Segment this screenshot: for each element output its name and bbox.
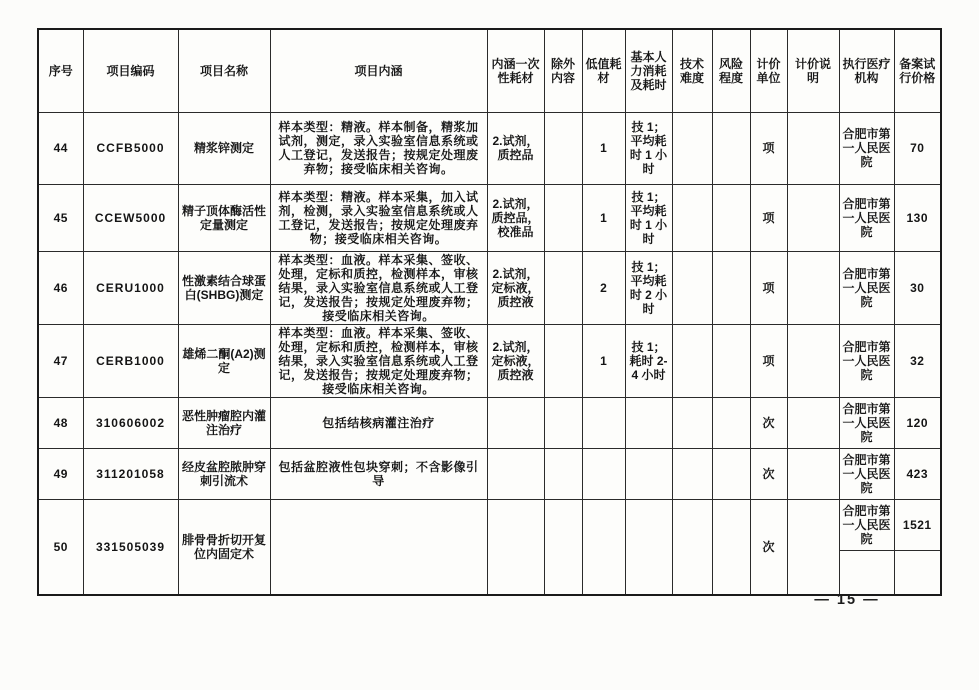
cell-manpower: 技 1；平均耗时 2 小时 [625, 251, 672, 324]
cell-manpower: 技 1；平均耗时 1 小时 [625, 184, 672, 251]
cell-consumables: 2.试剂，定标液，质控液 [487, 324, 544, 397]
header-code: 项目编码 [83, 29, 178, 112]
cell-institution: 合肥市第一人民医院 [839, 324, 894, 397]
cell-exclusions [544, 184, 582, 251]
cell-price: 423 [894, 448, 941, 499]
cell-pricing-note [787, 112, 839, 184]
cell-content: 样本类型：血液。样本采集、签收、处理，定标和质控，检测样本，审核结果，录入实验室信息系统或人工登记，发送报告；按规定处理废弃物；接受临床相关咨询。 [270, 251, 487, 324]
cell-exclusions [544, 499, 582, 595]
cell-institution: 合肥市第一人民医院 [839, 397, 894, 448]
cell-pricing-note [787, 251, 839, 324]
cell-low-value [582, 448, 625, 499]
header-consumables: 内涵一次性耗材 [487, 29, 544, 112]
cell-content: 样本类型：精液。样本制备，精浆加试剂，测定，录入实验室信息系统或人工登记，发送报告；按规定处理废弃物；接受临床相关咨询。 [270, 112, 487, 184]
cell-pricing-note [787, 324, 839, 397]
cell-seq: 45 [38, 184, 83, 251]
cell-name: 经皮盆腔脓肿穿刺引流术 [178, 448, 270, 499]
cell-institution: 合肥市第一人民医院 [839, 112, 894, 184]
cell-exclusions [544, 324, 582, 397]
header-pricing-note: 计价说明 [787, 29, 839, 112]
cell-exclusions [544, 448, 582, 499]
cell-manpower [625, 499, 672, 595]
header-seq: 序号 [38, 29, 83, 112]
cell-content: 样本类型：精液。样本采集，加入试剂，检测，录入实验室信息系统或人工登记，发送报告；按规定处理废弃物；接受临床相关咨询。 [270, 184, 487, 251]
cell-seq: 50 [38, 499, 83, 595]
cell-name: 雄烯二酮(A2)测定 [178, 324, 270, 397]
header-difficulty: 技术难度 [672, 29, 712, 112]
header-exclusions: 除外内容 [544, 29, 582, 112]
cell-price: 120 [894, 397, 941, 448]
cell-unit: 项 [750, 184, 787, 251]
cell-unit: 次 [750, 499, 787, 595]
header-institution: 执行医疗机构 [839, 29, 894, 112]
cell-content: 样本类型：血液。样本采集、签收、处理，定标和质控，检测样本，审核结果，录入实验室信息系统或人工登记，发送报告；按规定处理废弃物；接受临床相关咨询。 [270, 324, 487, 397]
cell-institution: 合肥市第一人民医院 [839, 448, 894, 499]
cell-code: 311201058 [83, 448, 178, 499]
table-row [38, 499, 941, 550]
cell-low-value [582, 397, 625, 448]
cell-price: 130 [894, 184, 941, 251]
cell-low-value: 2 [582, 251, 625, 324]
cell-code: CERU1000 [83, 251, 178, 324]
cell-risk [712, 251, 750, 324]
cell-unit: 次 [750, 397, 787, 448]
cell-manpower: 技 1；平均耗时 1 小时 [625, 112, 672, 184]
header-content: 项目内涵 [270, 29, 487, 112]
cell-unit: 项 [750, 251, 787, 324]
cell-consumables [487, 397, 544, 448]
cell-consumables [487, 499, 544, 595]
cell-content: 包括盆腔液性包块穿刺；不含影像引导 [270, 448, 487, 499]
cell-price-empty [894, 550, 941, 595]
cell-unit: 项 [750, 324, 787, 397]
cell-code: 310606002 [83, 397, 178, 448]
table-row [38, 397, 941, 448]
cell-difficulty [672, 251, 712, 324]
cell-content [270, 499, 487, 595]
header-low-value: 低值耗材 [582, 29, 625, 112]
cell-manpower [625, 448, 672, 499]
table-row [38, 251, 941, 324]
cell-risk [712, 448, 750, 499]
cell-institution: 合肥市第一人民医院 [839, 251, 894, 324]
cell-low-value [582, 499, 625, 595]
cell-pricing-note [787, 184, 839, 251]
cell-low-value: 1 [582, 324, 625, 397]
cell-code: CCEW5000 [83, 184, 178, 251]
cell-difficulty [672, 499, 712, 595]
table-header-row [38, 29, 941, 112]
cell-seq: 49 [38, 448, 83, 499]
cell-difficulty [672, 448, 712, 499]
cell-name: 精浆锌测定 [178, 112, 270, 184]
cell-pricing-note [787, 397, 839, 448]
cell-name: 性激素结合球蛋白(SHBG)测定 [178, 251, 270, 324]
table-row [38, 184, 941, 251]
cell-seq: 47 [38, 324, 83, 397]
cell-risk [712, 184, 750, 251]
cell-name: 腓骨骨折切开复位内固定术 [178, 499, 270, 595]
cell-exclusions [544, 112, 582, 184]
cell-manpower [625, 397, 672, 448]
header-manpower: 基本人力消耗及耗时 [625, 29, 672, 112]
cell-consumables: 2.试剂，质控品 [487, 112, 544, 184]
cell-price: 1521 [894, 499, 941, 550]
cell-price: 30 [894, 251, 941, 324]
cell-content: 包括结核病灌注治疗 [270, 397, 487, 448]
cell-unit: 次 [750, 448, 787, 499]
cell-pricing-note [787, 448, 839, 499]
cell-low-value: 1 [582, 184, 625, 251]
cell-difficulty [672, 112, 712, 184]
cell-seq: 46 [38, 251, 83, 324]
header-price: 备案试行价格 [894, 29, 941, 112]
cell-risk [712, 499, 750, 595]
cell-low-value: 1 [582, 112, 625, 184]
cell-difficulty [672, 184, 712, 251]
page-number: — 15 — [814, 592, 880, 608]
header-name: 项目名称 [178, 29, 270, 112]
cell-price: 70 [894, 112, 941, 184]
cell-institution-empty [839, 550, 894, 595]
cell-manpower: 技 1；耗时 2-4 小时 [625, 324, 672, 397]
cell-risk [712, 324, 750, 397]
cell-difficulty [672, 324, 712, 397]
cell-consumables: 2.试剂，质控品，校准品 [487, 184, 544, 251]
cell-pricing-note [787, 499, 839, 595]
cell-code: CERB1000 [83, 324, 178, 397]
cell-exclusions [544, 397, 582, 448]
header-risk: 风险程度 [712, 29, 750, 112]
table-row [38, 448, 941, 499]
cell-exclusions [544, 251, 582, 324]
cell-consumables: 2.试剂，定标液，质控液 [487, 251, 544, 324]
cell-seq: 44 [38, 112, 83, 184]
cell-risk [712, 397, 750, 448]
cell-code: CCFB5000 [83, 112, 178, 184]
cell-institution: 合肥市第一人民医院 [839, 184, 894, 251]
cell-name: 恶性肿瘤腔内灌注治疗 [178, 397, 270, 448]
table-row [38, 112, 941, 184]
cell-name: 精子顶体酶活性定量测定 [178, 184, 270, 251]
table-row [38, 324, 941, 397]
cell-institution: 合肥市第一人民医院 [839, 499, 894, 550]
cell-difficulty [672, 397, 712, 448]
cell-consumables [487, 448, 544, 499]
header-unit: 计价单位 [750, 29, 787, 112]
cell-unit: 项 [750, 112, 787, 184]
cell-risk [712, 112, 750, 184]
cell-price: 32 [894, 324, 941, 397]
cell-code: 331505039 [83, 499, 178, 595]
cell-seq: 48 [38, 397, 83, 448]
pricing-table [37, 28, 942, 596]
